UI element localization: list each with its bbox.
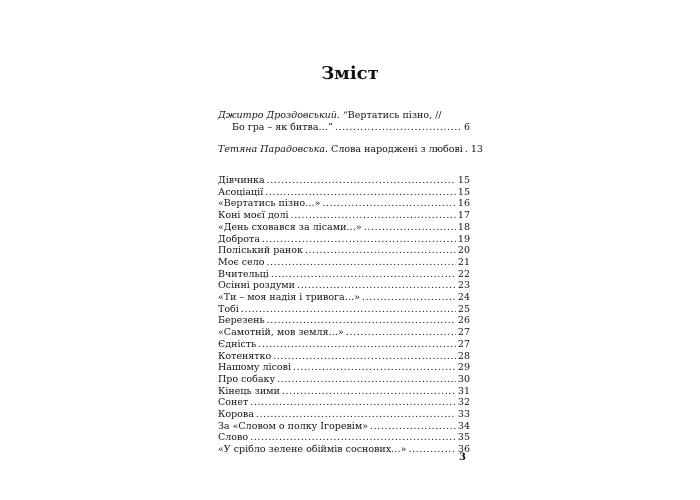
toc-entry-page: 21 [457,256,470,268]
toc-entry-title: «День сховався за лісами…» [218,221,362,233]
preface-second-line [218,122,470,134]
toc-entry-page: 35 [457,432,470,444]
dot-leader [250,432,456,444]
dot-leader [271,269,456,281]
toc-entry-title: Нашому лісові [218,362,291,374]
dot-leader [267,315,456,327]
toc-entry[interactable] [218,234,470,246]
dot-leader [267,175,456,187]
dot-leader [408,444,455,456]
toc-entry[interactable] [218,386,470,398]
dot-leader [305,245,456,257]
toc-entry-title: Вчительці [218,268,269,280]
toc-entry[interactable] [218,175,470,187]
toc-entry-page: 23 [457,280,470,292]
dot-leader [273,351,456,363]
toc-entry[interactable] [218,280,470,292]
toc-entry[interactable] [218,292,470,304]
toc-preface-entry[interactable] [218,110,470,134]
dot-leader [256,409,456,421]
dot-leader [465,144,469,156]
toc-entry-title: За «Словом о полку Ігоревім» [218,420,369,432]
dot-leader [282,386,456,398]
toc-entry-page: 34 [457,420,470,432]
page-title: Зміст [321,63,379,84]
toc-entry-page: 26 [457,315,470,327]
dot-leader [297,280,456,292]
toc-entry-title: Доброта [218,233,260,245]
toc-entry[interactable] [218,269,470,281]
dot-leader [370,421,456,433]
toc-entry[interactable] [218,351,470,363]
intro-title: Слова народжені з любові [331,144,463,155]
dot-leader [364,222,456,234]
toc-entry-page: 17 [457,210,470,222]
toc-entry[interactable] [218,432,470,444]
dot-leader [250,397,456,409]
toc-entry-title: Сонет [218,397,249,409]
toc-entry-page: 32 [457,397,470,409]
toc-entry-page: 16 [457,198,470,210]
toc-entry[interactable] [218,362,470,374]
toc-entry[interactable] [218,409,470,421]
dot-leader [258,339,456,351]
dot-leader [265,187,456,199]
toc-entry[interactable] [218,210,470,222]
toc-entry-title: Моє село [218,256,265,268]
dot-leader [241,304,456,316]
toc-entry-title: «У срібло зелене обіймів соснових…» [218,444,407,456]
toc-entry[interactable] [218,374,470,386]
toc-entry[interactable] [218,187,470,199]
dot-leader [277,374,456,386]
toc-entry-title: Корова [218,409,254,421]
preface-title-line1: “Вертатись пізно, // [342,110,442,121]
toc-entry[interactable] [218,397,470,409]
preface-page: 6 [463,122,470,133]
toc-entry-title: Поліський ранок [218,245,303,257]
toc-entry[interactable] [218,339,470,351]
toc-entry-title: Кінець зими [218,385,280,397]
toc-entry-title: Єдність [218,338,257,350]
toc-poem-list [218,175,470,456]
dot-leader [335,122,462,134]
toc-entry-page: 25 [457,303,470,315]
toc-entry-page: 29 [457,362,470,374]
toc-entry-title: Тобі [218,303,239,315]
toc-entry-page: 22 [457,268,470,280]
toc-entry-page: 15 [457,186,470,198]
page-number: 3 [459,452,466,463]
toc-entry[interactable] [218,245,470,257]
intro-line [218,144,483,156]
toc-entry-title: Про собаку [218,373,276,385]
toc-entry-page: 27 [457,338,470,350]
toc-entry[interactable] [218,257,470,269]
toc-entry[interactable] [218,421,470,433]
preface-first-line [218,110,470,122]
dot-leader [266,257,455,269]
toc-entry-page: 18 [457,221,470,233]
toc-entry-title: Котенятко [218,350,272,362]
toc-entry-page: 27 [457,327,470,339]
toc-intro-entry[interactable] [218,144,483,156]
toc-entry[interactable] [218,444,470,456]
dot-leader [322,198,455,210]
toc-entry[interactable] [218,222,470,234]
preface-author: Джитро Дроздовський. [218,110,340,121]
toc-entry-page: 24 [457,292,470,304]
toc-entry[interactable] [218,198,470,210]
toc-entry[interactable] [218,327,470,339]
preface-title-line2: Бо гра – як битва…” [232,122,333,133]
toc-entry-title: «Вертатись пізно…» [218,198,321,210]
toc-entry-title: «Самотній, мов земля…» [218,327,344,339]
toc-entry-title: Березень [218,315,265,327]
toc-entry-title: Дівчинка [218,175,265,186]
toc-entry-page: 28 [457,350,470,362]
toc-entry-title: Коні моєї долі [218,210,289,222]
toc-entry-page: 30 [457,373,470,385]
toc-entry-page: 19 [457,233,470,245]
toc-entry-page: 31 [457,385,470,397]
toc-entry-page: 20 [457,245,470,257]
toc-entry-page: 36 [457,444,470,456]
toc-entry-title: Слово [218,432,249,444]
dot-leader [362,292,456,304]
toc-entry[interactable] [218,315,470,327]
toc-entry[interactable] [218,304,470,316]
dot-leader [293,362,456,374]
toc-entry-title: Асоціації [218,186,264,198]
intro-text [218,144,463,156]
toc-entry-title: «Ти – моя надія і тривога…» [218,292,361,304]
toc-entry-page: 33 [457,409,470,421]
toc-entry-title: Осінні роздуми [218,280,296,292]
dot-leader [262,234,456,246]
toc-entry-page: 15 [457,175,470,186]
intro-author: Тетяна Парадовська. [218,144,329,155]
intro-page: 13 [470,144,483,155]
dot-leader [291,210,456,222]
dot-leader [346,327,456,339]
